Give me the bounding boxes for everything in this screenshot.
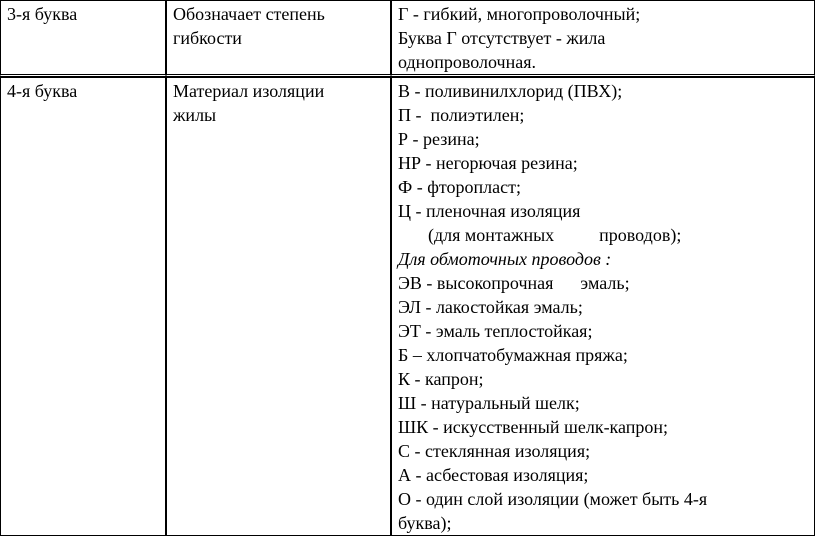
value-line: Б – хлопчатобумажная пряжа; — [398, 345, 628, 365]
value-line: Буква Г отсутствует - жила — [398, 28, 606, 48]
value-line: О - один слой изоляции (может быть 4-я — [398, 489, 708, 509]
meaning-line: Обозначает степень — [173, 4, 325, 24]
meaning-cell — [166, 0, 391, 77]
table-row — [0, 0, 815, 77]
value-line: Ц - пленочная изоляция — [398, 201, 581, 221]
letter-cell — [0, 0, 166, 77]
table-row — [0, 77, 815, 536]
value-line: Ш - натуральный шелк; — [398, 393, 580, 413]
values-cell — [391, 0, 815, 77]
values-cell — [391, 77, 815, 536]
letter-cell — [0, 77, 166, 536]
value-line: Р - резина; — [398, 129, 480, 149]
meaning-line: Материал изоляции — [173, 81, 325, 101]
meaning-line: жилы — [173, 105, 217, 125]
meaning-line: гибкости — [173, 28, 242, 48]
value-line: НР - негорючая резина; — [398, 153, 578, 173]
value-line: В - поливинилхлорид (ПВХ); — [398, 81, 623, 101]
letter-label: 4-я буква — [7, 81, 78, 101]
value-line: Г - гибкий, многопроволочный; — [398, 4, 641, 24]
value-line: П - полиэтилен; — [398, 105, 525, 125]
meaning-cell — [166, 77, 391, 536]
value-line: Ф - фторопласт; — [398, 177, 521, 197]
value-line: С - стеклянная изоляция; — [398, 441, 591, 461]
value-line: ЭВ - высокопрочная эмаль; — [398, 273, 630, 293]
value-line: А - асбестовая изоляция; — [398, 465, 589, 485]
value-line: ЭТ - эмаль теплостойкая; — [398, 321, 593, 341]
value-line: ЭЛ - лакостойкая эмаль; — [398, 297, 583, 317]
value-line: ШК - искусственный шелк-капрон; — [398, 417, 669, 437]
value-line: буква); — [398, 513, 452, 533]
letter-label: 3-я буква — [7, 4, 78, 24]
section-subheading: Для обмоточных проводов : — [398, 249, 612, 269]
value-line: К - капрон; — [398, 369, 484, 389]
value-line: однопроволочная. — [398, 52, 537, 72]
value-line: (для монтажных проводов); — [428, 225, 682, 245]
